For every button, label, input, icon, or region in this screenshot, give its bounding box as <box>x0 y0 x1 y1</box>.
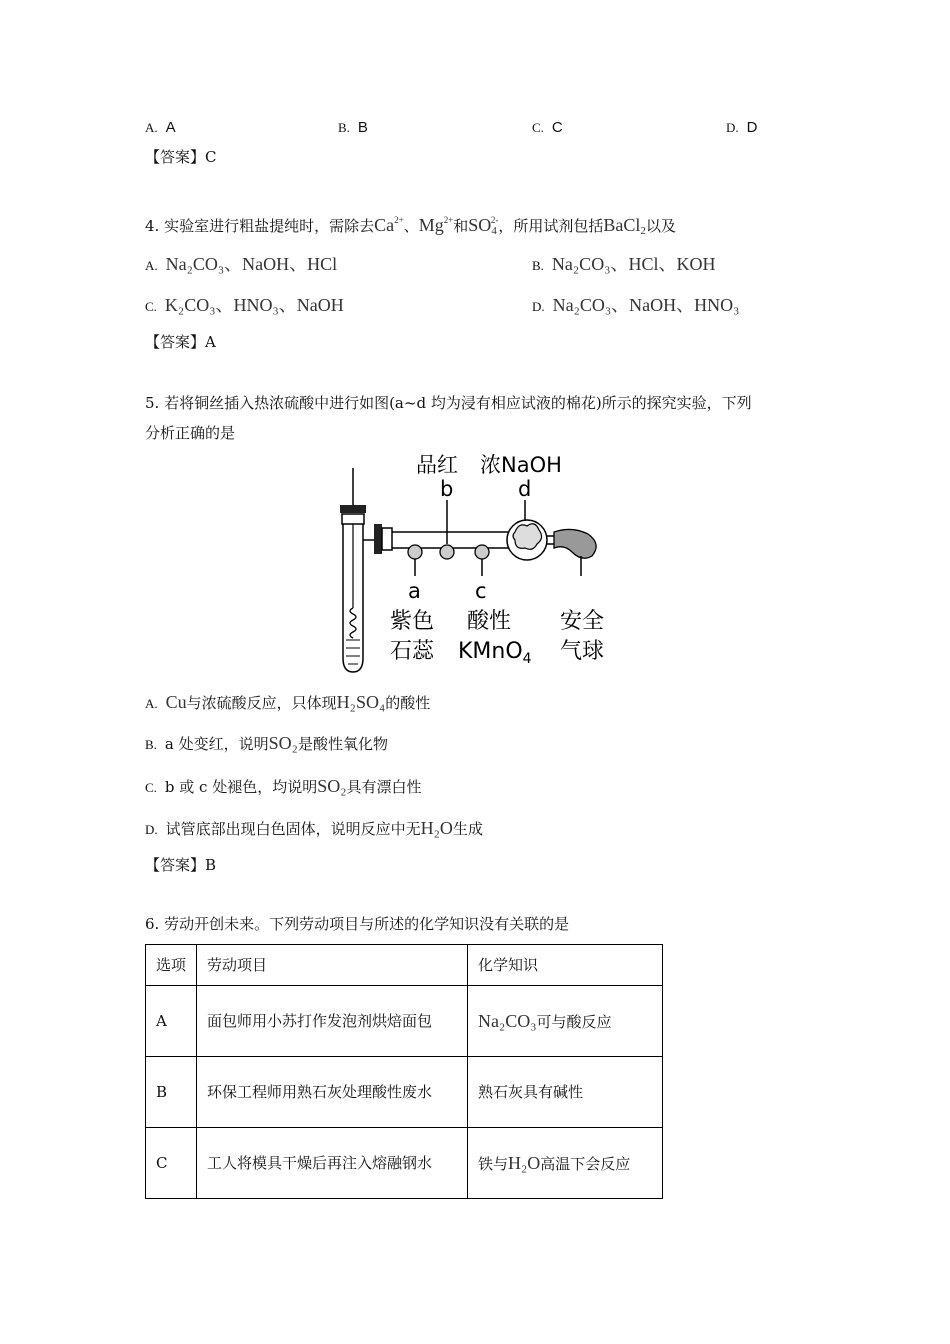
table-row <box>146 986 663 1057</box>
row-project: 环保工程师用熟石灰处理酸性废水 <box>197 1057 468 1128</box>
row-option: C <box>146 1128 197 1199</box>
label-shirui: 石蕊 <box>390 639 435 664</box>
label-zise: 紫色 <box>390 609 435 634</box>
apparatus-diagram <box>330 448 620 680</box>
q3-option-a: A. A <box>145 119 176 136</box>
q4-option-d: D. Na₂CO₃、NaOH、HNO₃ <box>532 295 740 315</box>
q3-option-d: D. D <box>726 119 758 136</box>
header-option: 选项 <box>146 945 197 986</box>
q3-answer: 【答案】C <box>145 148 217 166</box>
q5-option-a: A. Cu与浓硫酸反应，只体现H₂SO₄的酸性 <box>145 692 431 712</box>
table-row <box>146 1128 663 1199</box>
row-knowledge: 熟石灰具有碱性 <box>468 1057 663 1128</box>
q4-question: 4. 实验室进行粗盐提纯时，需除去$Ca^{2+}$、$Mg^{2+}$和$SO_4^{2-}$，所用试剂包括BaCl$_2$以及 <box>145 215 676 237</box>
q5-option-d: D. 试管底部出现白色固体，说明反应中无H₂O生成 <box>145 818 483 838</box>
label-anquan: 安全 <box>560 609 605 634</box>
label-pinhong: 品红 <box>416 453 458 477</box>
q5-question-line1: 5. 若将铜丝插入热浓硫酸中进行如图(a~d 均为浸有相应试液的棉花)所示的探究实验，下列 <box>145 394 752 412</box>
label-naoh: 浓NaOH <box>480 453 562 477</box>
row-project: 面包师用小苏打作发泡剂烘焙面包 <box>197 986 468 1057</box>
label-suanxing: 酸性 <box>467 609 512 634</box>
row-knowledge: Na₂CO₃可与酸反应 <box>468 986 663 1057</box>
header-knowledge: 化学知识 <box>468 945 663 986</box>
table-header-row <box>146 945 663 986</box>
q4-option-b: B. Na₂CO₃、HCl、KOH <box>532 254 716 274</box>
row-knowledge: 铁与H₂O高温下会反应 <box>468 1128 663 1199</box>
row-option: A <box>146 986 197 1057</box>
q5-option-b: B. a 处变红，说明SO₂是酸性氧化物 <box>145 733 388 753</box>
label-b: b <box>440 477 454 501</box>
q4-option-a: A. Na₂CO₃、NaOH、HCl <box>145 254 338 274</box>
q6-question: 6. 劳动开创未来。下列劳动项目与所述的化学知识没有关联的是 <box>145 915 570 933</box>
label-d: d <box>518 477 532 501</box>
row-project: 工人将模具干燥后再注入熔融钢水 <box>197 1128 468 1199</box>
table-row <box>146 1057 663 1128</box>
q6-table <box>145 944 663 1199</box>
q3-option-b: B. B <box>338 119 368 136</box>
label-qiqiu: 气球 <box>560 639 605 664</box>
label-kmno4: KMnO$_4$ <box>458 639 532 667</box>
q5-question-line2: 分析正确的是 <box>145 424 236 442</box>
q5-answer: 【答案】B <box>145 856 217 874</box>
header-project: 劳动项目 <box>197 945 468 986</box>
q3-option-c: C. C <box>532 119 563 136</box>
label-c: c <box>475 579 487 603</box>
label-a: a <box>408 579 421 603</box>
q4-answer: 【答案】A <box>145 333 216 351</box>
q4-option-c: C. K₂CO₃、HNO₃、NaOH <box>145 295 344 315</box>
q5-option-c: C. b 或 c 处褪色，均说明SO₂具有漂白性 <box>145 776 422 796</box>
row-option: B <box>146 1057 197 1128</box>
